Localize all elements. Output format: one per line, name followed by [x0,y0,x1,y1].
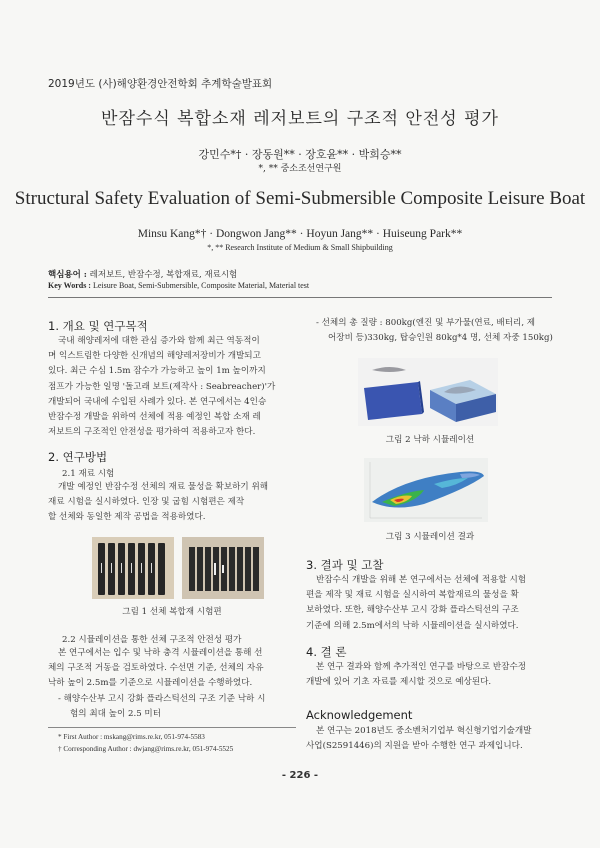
water-block-left [364,382,422,420]
keywords-korean [48,268,237,280]
section-1-line: 저보트의 구조적인 안전성을 평가하여 적용하고자 한다. [48,427,256,438]
mass-line: 어장비 등)330kg, 탑승인원 80kg*4 명, 선체 자중 150kg) [328,333,553,344]
section-1-line: 개발되어 국내에 수입된 사례가 있다. 본 연구에서는 4인승 [48,396,267,407]
section-3-line: 보하였다. 또한, 해양수산부 고시 강화 플라스틱선의 구조 [306,605,519,616]
figure-2-caption: 그림 2 낙하 시뮬레이션 [385,435,475,445]
keywords-english-text: Leisure Boat, Semi-Submersible, Composite Material, Material test [92,281,310,290]
specimen-photo-figure [92,537,264,599]
footnote-corresponding-author: † Corresponding Author : dwjang@rims.re.kr, 051-974-5525 [58,745,234,753]
section-2-1-line: 개발 예정인 반잠수정 선체의 재료 물성을 확보하기 위해 [58,482,269,492]
acknowledgement-heading: Acknowledgement [306,708,413,722]
drop-height-bullet [58,692,298,722]
section-2-2-body [48,646,296,692]
section-1-line: 있다. 최근 수심 1.5m 잠수가 가능하고 높이 1m 높이까지 [48,366,266,377]
korean-authors: 강민수*† · 장동원** · 장호윤** · 박희승** [198,148,402,161]
section-2-2-line: 본 연구에서는 입수 및 낙하 충격 시뮬레이션을 통해 선 [58,648,263,658]
section-4-line: 개발에 있어 기초 자료를 제시할 것으로 예상된다. [306,677,492,688]
section-3-heading: 3. 결과 및 고찰 [306,558,384,572]
section-2-1-line: 할 선체와 동일한 제작 공법을 적용하였다. [48,512,206,523]
figure-1-caption: 그림 1 선체 복합재 시험편 [122,607,222,617]
section-3-line: 편을 제작 및 재료 시험을 실시하여 복합재료의 물성을 확 [306,590,519,601]
footnote-first-author: * First Author : mskang@rims.re.kr, 051-974-5583 [58,733,205,741]
keywords-english-label: Key Words : [48,281,91,290]
bullet-line: 험의 최대 높이 2.5 미터 [70,709,162,720]
section-3-body [306,573,556,634]
section-4-body [306,660,556,690]
section-2-1-title: 2.1 재료 시험 [62,469,115,479]
section-1-line: 국내 해양레저에 대한 관심 증가와 함께 최근 역동적이 [58,336,260,346]
keywords-korean-text: 레저보트, 반잠수정, 복합재료, 재료시험 [89,270,238,280]
section-2-1-body [48,480,296,526]
drop-simulation-figure [358,358,498,426]
acknowledgement-line: 사업(S2591446)의 지원을 받아 수행한 연구 과제입니다. [306,741,523,752]
section-1-line: 며 익스트림한 다양한 신개념의 해양레저장비가 개발되고 [48,351,261,362]
section-1-heading: 1. 개요 및 연구목적 [48,319,148,333]
korean-affiliation: *, ** 중소조선연구원 [258,164,342,174]
english-authors: Minsu Kang*† · Dongwon Jang** · Hoyun Jang** · Huiseung Park** [137,228,463,240]
english-affiliation: *, ** Research Institute of Medium & Small Shipbuilding [207,243,393,252]
mass-line: - 선체의 총 질량 : 800kg(엔진 및 부가물(연료, 배터리, 제 [316,318,536,328]
conference-name: 2019년도 (사)해양환경안전학회 추계학술발표회 [48,78,273,90]
header-divider [48,297,552,298]
keywords-english [48,281,309,290]
section-1-line: 반잠수정 개발을 위하여 선체에 적용 예정인 복합 소재 레 [48,412,261,423]
section-2-2-title: 2.2 시뮬레이션을 통한 선체 구조적 안전성 평가 [62,635,242,645]
keywords-korean-label: 핵심용어 : [48,270,87,280]
section-2-2-line: 체의 구조적 거동을 검토하였다. 수선면 기준, 선체의 자유 [48,663,264,674]
bullet-line: - 해양수산부 고시 강화 플라스틱선의 구조 기준 낙하 시 [58,694,266,704]
simulation-result-figure [364,458,488,522]
page-number: - 226 - [281,770,319,781]
acknowledgement-body [306,724,556,754]
section-2-heading: 2. 연구방법 [48,450,108,464]
section-2-2-line: 낙하 높이 2.5m를 기준으로 시뮬레이션을 수행하였다. [48,678,253,689]
mass-bullet [316,316,556,346]
english-title: Structural Safety Evaluation of Semi-Submersible Composite Leisure Boat [14,188,586,209]
section-1-body [48,334,296,440]
section-1-line: 점프가 가능한 일명 '돌고래 보트(제작사 : Seabreacher)'가 [48,381,276,392]
section-3-line: 반잠수식 개발을 위해 본 연구에서는 선체에 적용할 시험 [316,575,527,585]
figure-3-caption: 그림 3 시뮬레이션 결과 [385,532,475,542]
section-3-line: 기준에 의해 2.5m에서의 낙하 시뮬레이션을 실시하였다. [306,620,519,631]
acknowledgement-line: 본 연구는 2018년도 중소벤처기업부 혁신형기업기술개발 [316,726,532,736]
section-2-1-line: 재료 시험을 실시하였다. 인장 및 굽힘 시험편은 제작 [48,497,245,508]
footnote-divider [48,727,296,728]
korean-title: 반잠수식 복합소재 레저보트의 구조적 안전성 평가 [101,109,499,129]
section-4-line: 본 연구 결과와 함께 추가적인 연구를 바탕으로 반잠수정 [316,662,527,672]
section-4-heading: 4. 결 론 [306,645,347,659]
